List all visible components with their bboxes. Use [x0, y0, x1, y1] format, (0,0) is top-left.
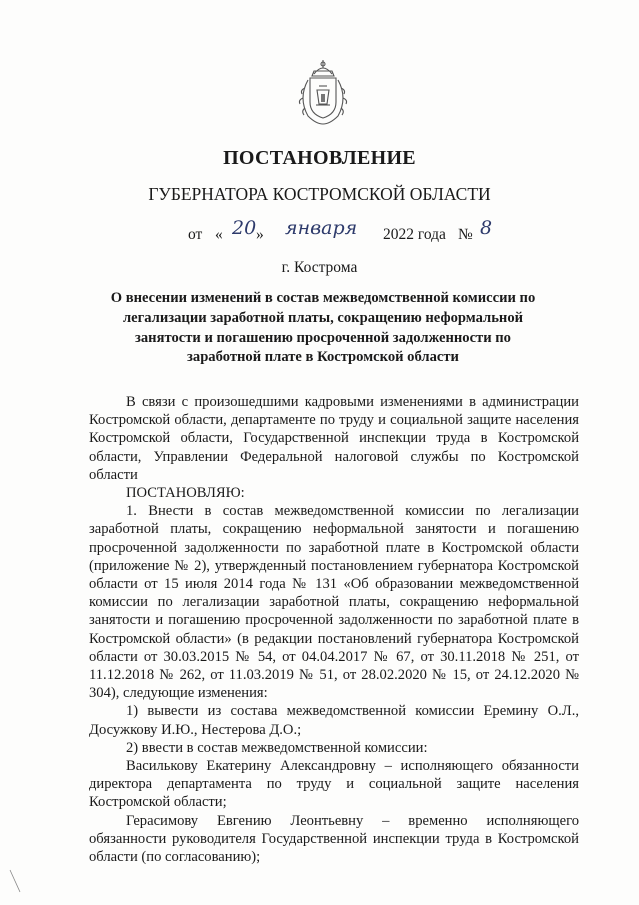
- paragraph-item-1: 1. Внести в состав межведомственной комиссии по легализации заработной платы, сокращению неформальной занятости и погашению просроченной задолженности по заработной плате в Костромской области (приложение № 2), утвержденный постановлением губернатора Костромской области от 15 июля 2014 года № 131 «Об образовании межведомственной комиссии по легализации заработной платы, сокращению неформальной занятости и погашению просроченной задолженности по заработной плате в Костромской области» (в редакции постановлений губернатора Костромской области от 30.03.2015 № 54, от 04.04.2017 № 67, от 30.11.2018 № 251, от 11.12.2018 № 262, от 11.03.2019 № 51, от 28.02.2020 № 15, от 24.12.2020 № 304), следующие изменения:: [89, 503, 579, 702]
- city-line: г. Кострома: [281, 259, 358, 276]
- paragraph-preamble: В связи с произошедшими кадровыми изменениями в администрации Костромской области, департаменте по труду и социальной защите населения Костромской области, Государственной инспекции труда в Костромской области, Управлении Федеральной налоговой службы по Костромской области: [89, 394, 579, 483]
- document-title: ПОСТАНОВЛЕНИЕ: [223, 147, 416, 169]
- paragraph-subitem-2: 2) ввести в состав межведомственной комиссии:: [126, 739, 428, 756]
- date-quote-open: «: [215, 226, 223, 243]
- document-body: [89, 393, 579, 866]
- paragraph-member-1: Василькову Екатерину Александровну – исполняющего обязанности директора департамента по труду и социальной защите населения Костромской области;: [89, 758, 579, 811]
- date-from-label: от: [188, 226, 203, 243]
- document-number: 8: [480, 217, 493, 239]
- document-issuer: ГУБЕРНАТОРА КОСТРОМСКОЙ ОБЛАСТИ: [148, 184, 491, 204]
- date-year: 2022 года: [383, 226, 446, 243]
- paragraph-member-2: Герасимову Евгению Леонтьевну – временно исполняющего обязанности руководителя Государственной инспекции труда в Костромской области (по согласованию);: [89, 812, 579, 866]
- date-month: января: [285, 217, 358, 239]
- scan-mark-icon: [8, 868, 22, 894]
- number-sign: №: [458, 226, 473, 243]
- document-heading: О внесении изменений в состав межведомственной комиссии по легализации заработной платы, сокращению неформальной занятости и погашению просроченной задолженности по заработной плате в Костромской области: [110, 290, 536, 366]
- date-day: 20: [232, 217, 257, 239]
- paragraph-subitem-1: 1) вывести из состава межведомственной комиссии Еремину О.Л., Досужкову И.Ю., Нестерова Д.О.;: [89, 703, 579, 738]
- date-quote-close: »: [256, 226, 264, 243]
- paragraph-decree: ПОСТАНОВЛЯЮ:: [126, 485, 245, 502]
- coat-of-arms-icon: [292, 58, 354, 128]
